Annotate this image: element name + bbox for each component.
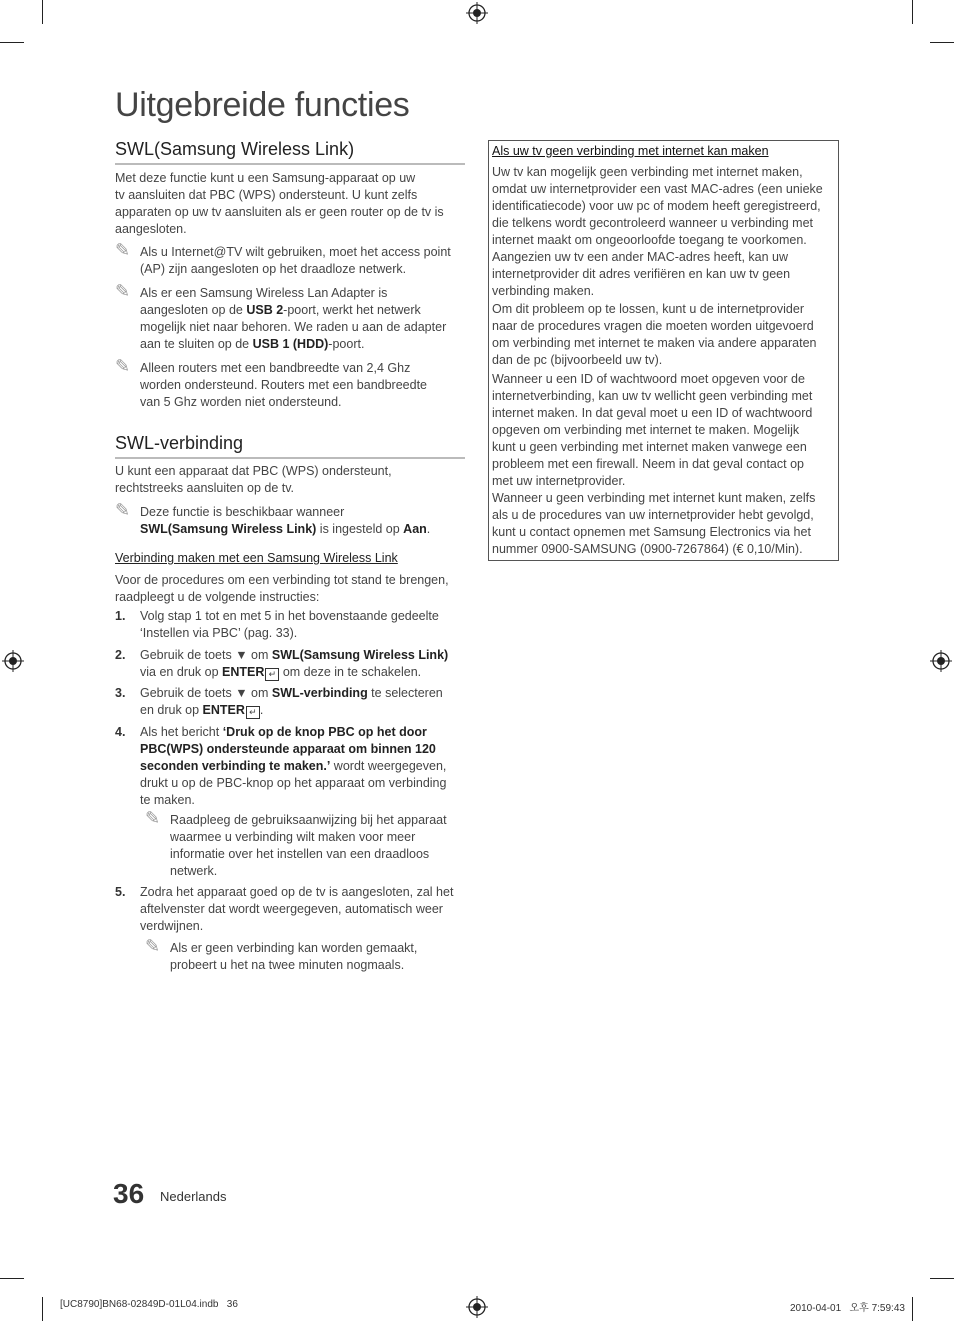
registration-mark-icon bbox=[2, 650, 24, 672]
crop-mark bbox=[42, 0, 43, 24]
page-number: 36 bbox=[113, 1178, 145, 1209]
pencil-note-icon: ✎ bbox=[115, 281, 131, 301]
crop-mark bbox=[912, 1297, 913, 1321]
section-swl-verbinding-intro: U kunt een apparaat dat PBC (WPS) ondersteunt, rechtstreeks aansluiten op de tv. bbox=[115, 464, 392, 495]
internet-troubleshoot-box bbox=[488, 140, 839, 561]
section-heading-swl-verbinding: SWL-verbinding bbox=[115, 433, 465, 459]
subsection-intro: Voor de procedures om een verbinding tot stand te brengen, raadpleegt u de volgende instructies: bbox=[115, 573, 449, 604]
pencil-note-icon: ✎ bbox=[145, 936, 161, 956]
pencil-note-icon: ✎ bbox=[115, 240, 131, 260]
pencil-note-icon: ✎ bbox=[115, 356, 131, 376]
page-title: Uitgebreide functies bbox=[115, 86, 410, 124]
box-heading: Als uw tv geen verbinding met internet kan maken bbox=[492, 144, 769, 158]
language-label: Nederlands bbox=[160, 1189, 227, 1204]
crop-mark bbox=[0, 42, 24, 43]
box-paragraph-4: Wanneer u geen verbinding met internet kunt maken, zelfs als u de procedures van uw internetprovider hebt gevolgd, kunt u contact opnemen met Samsung Electronics via het nummer 0900-SAMSUNG (0900-7267864) (€ 0,10/Min). bbox=[492, 491, 816, 556]
enter-key-icon: ↵ bbox=[265, 668, 279, 681]
crop-mark bbox=[930, 1278, 954, 1279]
section-heading-swl: SWL(Samsung Wireless Link) bbox=[115, 139, 465, 165]
box-paragraph-2: Om dit probleem op te lossen, kunt u de internetprovider naar de procedures vragen die moeten worden uitgevoerd om verbinding met internet te maken via andere apparaten dan de pc (bijvoorbeeld uw tv). bbox=[492, 302, 817, 367]
section-swl-intro: Met deze functie kunt u een Samsung-apparaat op uw tv aansluiten dat PBC (WPS) ondersteunt. U kunt zelfs apparaten op uw tv aansluiten als er geen router op de tv is aangesloten. bbox=[115, 171, 444, 236]
registration-mark-icon bbox=[466, 1296, 488, 1318]
footer-date: 2010-04-01 오후 7:59:43 bbox=[790, 1303, 905, 1314]
pencil-note-icon: ✎ bbox=[115, 500, 131, 520]
registration-mark-icon bbox=[466, 2, 488, 24]
box-paragraph-3: Wanneer u een ID of wachtwoord moet opgeven voor de internetverbinding, kan uw tv wellicht geen verbinding met internet maken. In dat geval moet u een ID of wachtwoord opgeven om verbinding met internet te maken. Mogelijk kunt u geen verbinding met internet maken vanwege een probleem met een firewall. Neem in dat geval contact op met uw internetprovider. bbox=[492, 372, 813, 488]
crop-mark bbox=[912, 0, 913, 24]
enter-key-icon: ↵ bbox=[246, 706, 260, 719]
crop-mark bbox=[0, 1278, 24, 1279]
box-paragraph-1: Uw tv kan mogelijk geen verbinding met internet maken, omdat uw internetprovider een vast MAC-adres (een unieke identificatiecode) voor uw pc of modem heeft geregistreerd, die telkens wordt gecontroleerd wanneer u verbinding met internet maakt om ongeoorloofde toegang te voorkomen. Aangezien uw tv een ander MAC-adres heeft, kan uw internetprovider dit adres verifiëren en kan uw tv geen verbinding maken. bbox=[492, 165, 823, 298]
pencil-note-icon: ✎ bbox=[145, 808, 161, 828]
subheading-connect-wireless-link: Verbinding maken met een Samsung Wireless Link bbox=[115, 551, 398, 565]
crop-mark bbox=[42, 1297, 43, 1321]
crop-mark bbox=[930, 42, 954, 43]
footer-file-info: [UC8790]BN68-02849D-01L04.indb 36 bbox=[60, 1299, 238, 1310]
registration-mark-icon bbox=[930, 650, 952, 672]
